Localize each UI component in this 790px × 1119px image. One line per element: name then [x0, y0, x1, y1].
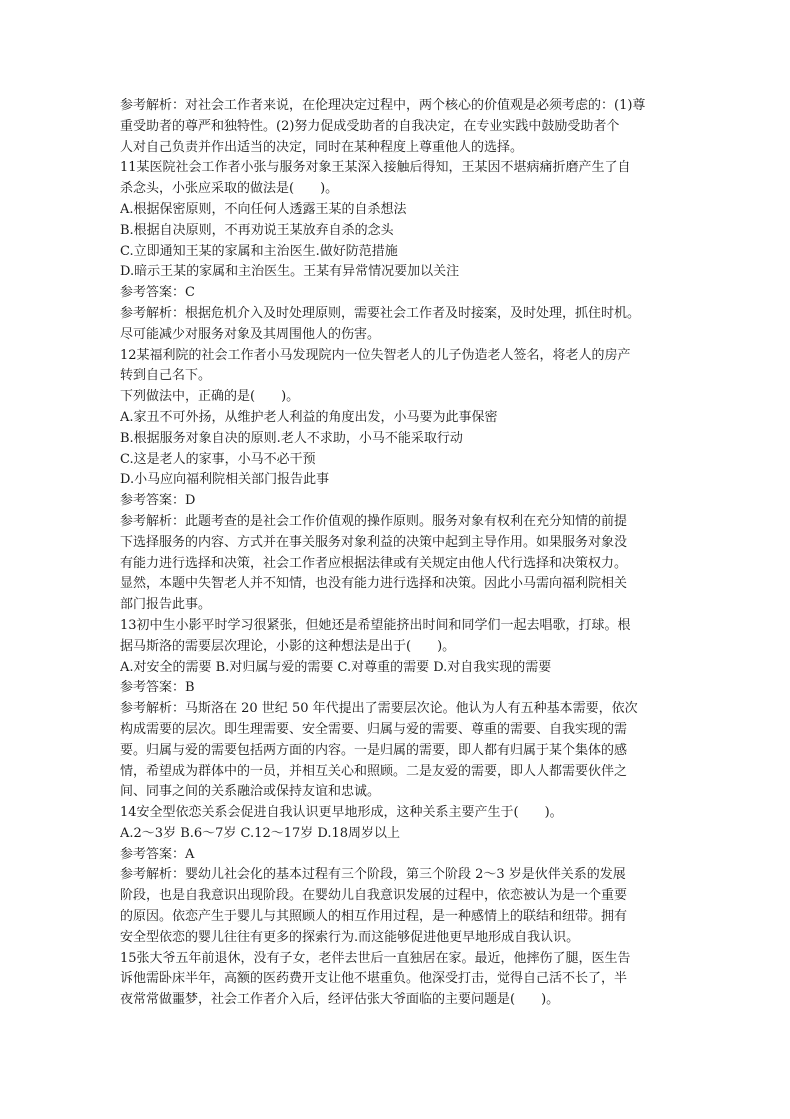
text-line: 构成需要的层次。即生理需要、安全需要、归属与爱的需要、尊重的需要、自我实现的需 — [120, 721, 628, 737]
text-line: 杀念头，小张应采取的做法是( )。 — [120, 181, 339, 197]
text-line: 参考解析：马斯洛在 20 世纪 50 年代提出了需要层次论。他认为人有五种基本需要，依次 — [120, 701, 638, 717]
text-line: 情，希望成为群体中的一员，并相互关心和照顾。二是友爱的需要，即人人都需要伙伴之 — [120, 763, 628, 779]
text-line: 参考答案：D — [120, 493, 196, 509]
text-line: 参考解析：根据危机介入及时处理原则，需要社会工作者及时接案，及时处理，抓住时机。 — [120, 305, 641, 321]
text-line: 安全型依恋的婴儿往往有更多的探索行为.而这能够促进他更早地形成自我认识。 — [120, 929, 580, 945]
text-line: 12某福利院的社会工作者小马发现院内一位失智老人的儿子伪造老人签名，将老人的房产 — [120, 347, 631, 363]
text-line: 15张大爷五年前退休，没有子女，老伴去世后一直独居在家。最近，他摔伤了腿，医生告 — [120, 950, 631, 966]
text-line: A.家丑不可外扬，从维护老人利益的角度出发，小马要为此事保密 — [120, 409, 498, 425]
text-line: 人对自己负责并作出适当的决定，同时在某种程度上尊重他人的选择。 — [120, 139, 524, 155]
text-line: 参考解析：婴幼儿社会化的基本过程有三个阶段，第三个阶段 2～3 岁是伙伴关系的发展 — [120, 867, 626, 883]
text-line: 13初中生小影平时学习很紧张，但她还是希望能挤出时间和同学们一起去唱歌，打球。根 — [120, 617, 631, 633]
text-line: 有能力进行选择和决策，社会工作者应根据法律或有关规定由他人代行选择和决策权力。 — [120, 555, 628, 571]
text-line: B.根据自决原则，不再劝说王某放弃自杀的念头 — [120, 222, 394, 238]
text-line: C.立即通知王某的家属和主治医生.做好防范措施 — [120, 243, 398, 259]
text-line: 阶段，也是自我意识出现阶段。在婴幼儿自我意识发展的过程中，依恋被认为是一个重要 — [120, 888, 628, 904]
text-line: A.对安全的需要 B.对归属与爱的需要 C.对尊重的需要 D.对自我实现的需要 — [120, 659, 552, 675]
text-line: 参考答案：A — [120, 846, 195, 862]
text-line: 据马斯洛的需要层次理论，小影的这种想法是出于( )。 — [120, 638, 456, 654]
text-line: B.根据服务对象自决的原则.老人不求助，小马不能采取行动 — [120, 430, 463, 446]
text-line: 的原因。依恋产生于婴儿与其照顾人的相互作用过程，是一种感情上的联结和纽带。拥有 — [120, 909, 628, 925]
text-line: 下列做法中，正确的是( )。 — [120, 389, 300, 405]
text-line: 显然，本题中失智老人并不知情，也没有能力进行选择和决策。因此小马需向福利院相关 — [120, 576, 628, 592]
text-line: 夜常常做噩梦，社会工作者介入后，经评估张大爷面临的主要问题是( )。 — [120, 992, 560, 1008]
text-line: 要。归属与爱的需要包括两方面的内容。一是归属的需要，即人都有归属于某个集体的感 — [120, 742, 628, 758]
text-line: D.小马应向福利院相关部门报告此事 — [120, 472, 330, 488]
text-line: 重受助者的尊严和独特性。(2)努力促成受助者的自我决定，在专业实践中鼓励受助者个 — [120, 118, 620, 134]
text-line: D.暗示王某的家属和主治医生。王某有异常情况要加以关注 — [120, 264, 460, 280]
text-line: 诉他需卧床半年，高额的医药费开支让他不堪重负。他深受打击，觉得自己活不长了，半 — [120, 971, 628, 987]
document-page — [120, 96, 680, 1011]
text-line: 参考答案：C — [120, 285, 195, 301]
text-line: 转到自己名下。 — [120, 368, 212, 384]
text-line: 参考解析：对社会工作者来说，在伦理决定过程中，两个核心的价值观是必须考虑的：(1)尊 — [120, 98, 646, 113]
text-line: 11某医院社会工作者小张与服务对象王某深入接触后得知，王某因不堪病痛折磨产生了自 — [120, 160, 631, 176]
text-line: 间、同事之间的关系融洽或保持友谊和忠诚。 — [120, 784, 381, 800]
text-line: 部门报告此事。 — [120, 597, 212, 613]
text-line: A.根据保密原则，不向任何人透露王某的自杀想法 — [120, 201, 407, 217]
text-line: 参考解析：此题考查的是社会工作价值观的操作原则。服务对象有权利在充分知情的前提 — [120, 513, 628, 529]
text-line: 14安全型依恋关系会促进自我认识更早地形成，这种关系主要产生于( )。 — [120, 805, 563, 821]
text-line: C.这是老人的家事，小马不必干预 — [120, 451, 316, 467]
text-line: 下选择服务的内容、方式并在事关服务对象利益的决策中起到主导作用。如果服务对象没 — [120, 534, 628, 550]
text-line: 尽可能减少对服务对象及其周围他人的伤害。 — [120, 326, 381, 342]
text-line: A.2～3岁 B.6～7岁 C.12～17岁 D.18周岁以上 — [120, 825, 401, 841]
text-line: 参考答案：B — [120, 680, 195, 696]
